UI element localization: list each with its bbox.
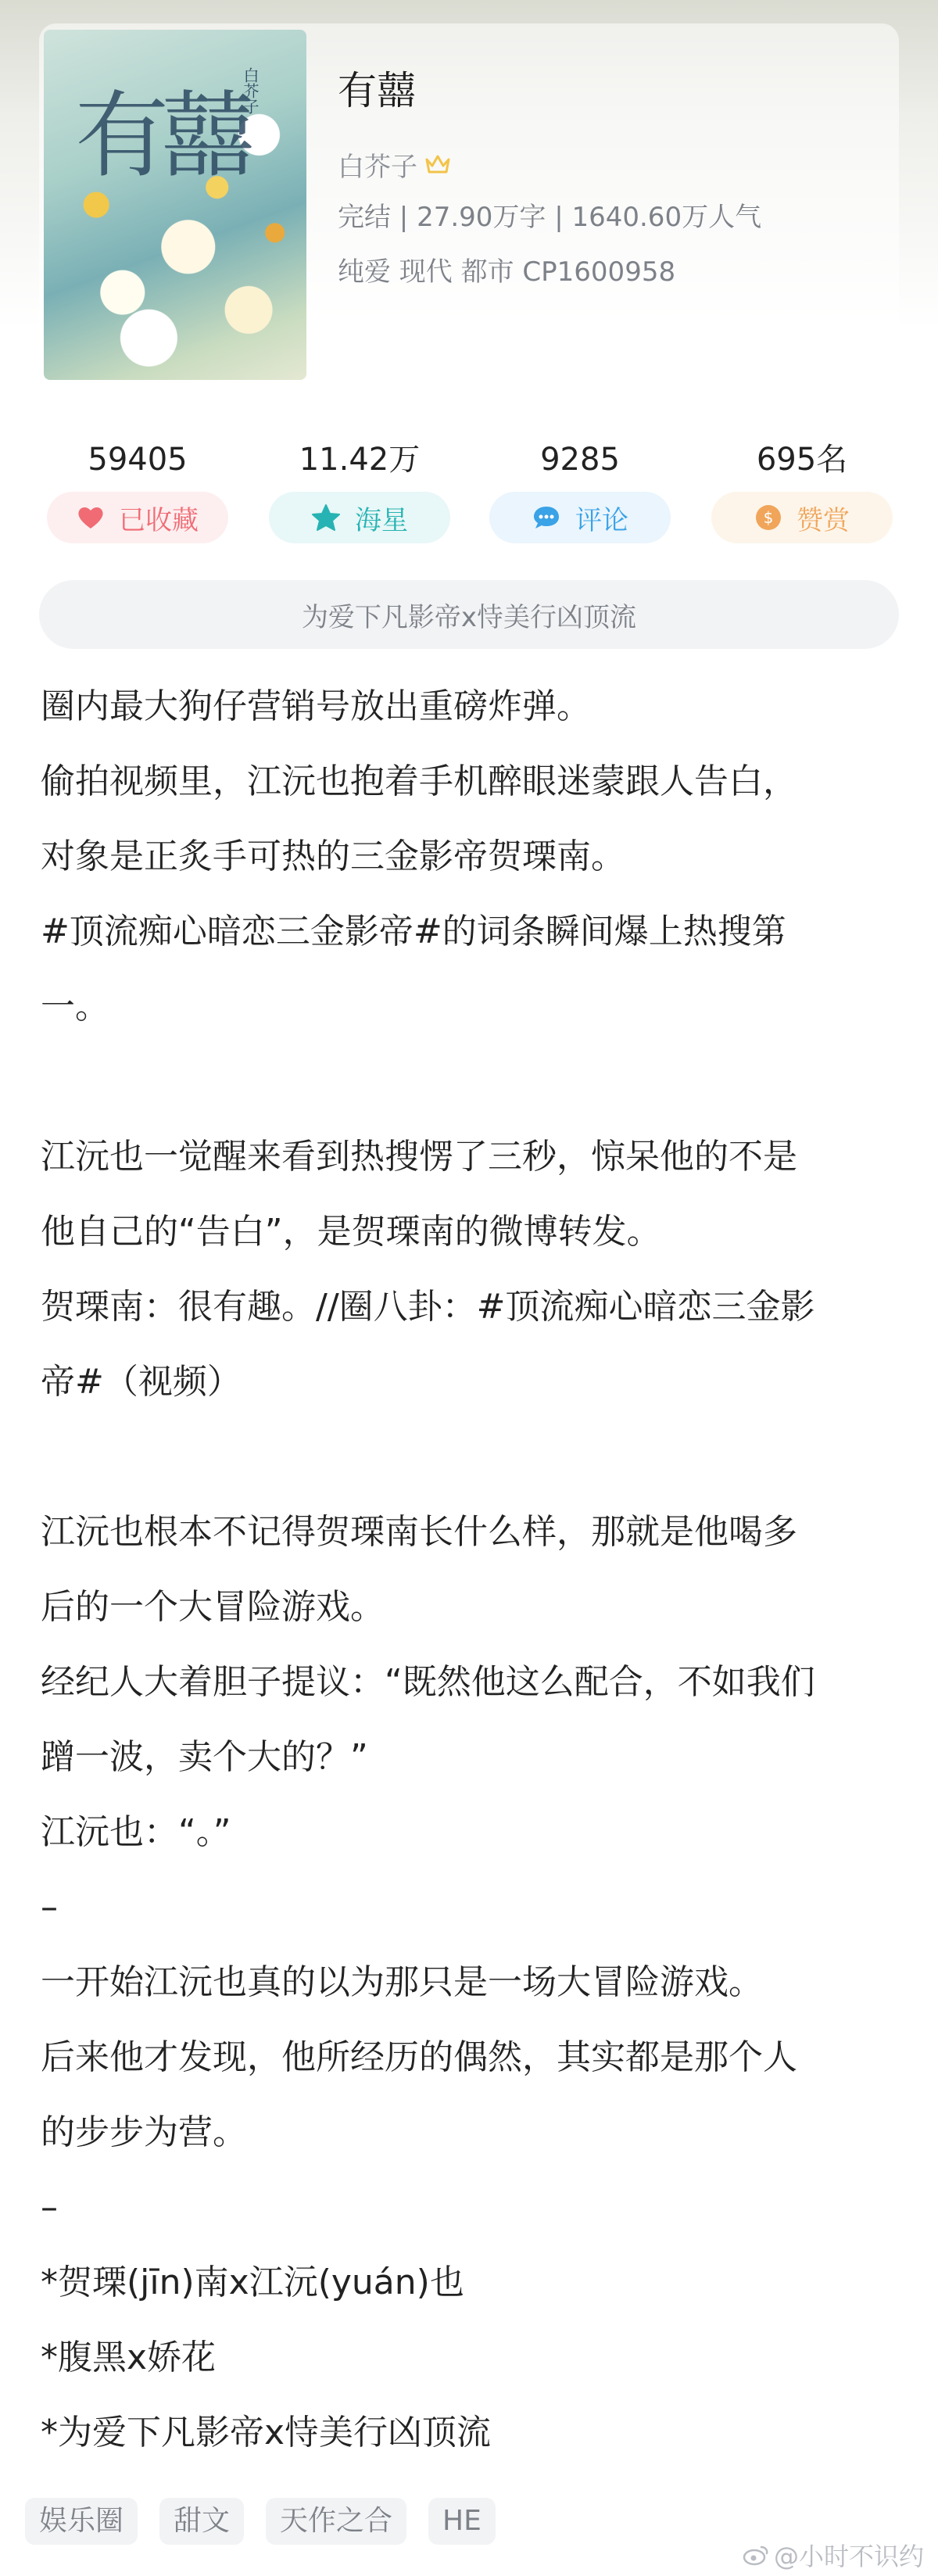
coin-icon	[754, 503, 782, 532]
watermark	[743, 2537, 924, 2573]
star-icon	[311, 503, 341, 532]
description-line: 帝#（视频）	[41, 1362, 242, 1402]
tag-chip[interactable]: 甜文	[159, 2498, 244, 2545]
heart-icon	[77, 505, 105, 530]
description-line: 江沅也：“。”	[41, 1812, 231, 1852]
book-cover[interactable]	[44, 30, 306, 380]
description-line: *腹黑x娇花	[41, 2338, 217, 2377]
description-line: 经纪人大着胆子提议：“既然他这么配合，不如我们	[41, 1662, 815, 1702]
rewards-rank: 695名	[756, 442, 848, 478]
author-link[interactable]	[338, 145, 452, 184]
stat-starfish	[269, 434, 450, 543]
tag-chip[interactable]: 娱乐圈	[25, 2498, 138, 2545]
favorite-label: 已收藏	[119, 504, 199, 536]
description-line: *贺瑮(jīn)南x江沅(yuán)也	[41, 2263, 464, 2302]
book-tags: 纯爱 现代 都市 CP1600958	[338, 256, 676, 288]
description-line: 一。	[41, 987, 109, 1026]
cover-title: 有囍	[75, 82, 247, 191]
weibo-icon	[743, 2544, 769, 2566]
book-meta: 完结 | 27.90万字 | 1640.60万人气	[338, 202, 762, 233]
description-line: 圈内最大狗仔营销号放出重磅炸弹。	[41, 686, 591, 726]
description-line: 后来他才发现，他所经历的偶然，其实都是那个人	[41, 2037, 797, 2077]
author-name: 白芥子	[338, 152, 417, 183]
description-line: 江沅也根本不记得贺瑮南长什么样，那就是他喝多	[41, 1512, 797, 1552]
stat-comments	[489, 434, 671, 543]
book-title: 有囍	[338, 68, 416, 113]
tag-chips	[25, 2498, 496, 2545]
stat-rewards	[711, 434, 893, 543]
description-line: 对象是正炙手可热的三金影帝贺瑮南。	[41, 837, 625, 876]
starfish-button[interactable]	[269, 492, 450, 543]
stat-favorites	[47, 434, 228, 543]
book-description	[41, 669, 900, 2470]
comment-button[interactable]	[489, 492, 671, 543]
comment-icon	[532, 504, 561, 531]
reward-label: 赞赏	[797, 504, 850, 536]
starfish-count: 11.42万	[299, 442, 421, 478]
description-line: 后的一个大冒险游戏。	[41, 1587, 385, 1627]
watermark-text: @小时不识约	[773, 2542, 924, 2571]
description-line: 偷拍视频里，江沅也抱着手机醉眼迷蒙跟人告白，	[41, 761, 797, 801]
crown-icon	[424, 153, 452, 177]
tagline-bar[interactable]: 为爱下凡影帝x恃美行凶顶流	[39, 580, 899, 649]
description-line: 蹭一波，卖个大的？”	[41, 1737, 368, 1777]
favorites-count: 59405	[88, 442, 188, 478]
cover-author: 白芥子	[241, 67, 260, 114]
description-line	[41, 1044, 900, 1120]
starfish-label: 海星	[355, 504, 408, 536]
description-line: –	[41, 1887, 58, 1927]
description-line: *为爱下凡影帝x恃美行凶顶流	[41, 2413, 492, 2452]
description-line: 江沅也一觉醒来看到热搜愣了三秒，惊呆他的不是	[41, 1137, 797, 1177]
tag-chip[interactable]: HE	[428, 2498, 496, 2545]
tag-chip[interactable]: 天作之合	[266, 2498, 406, 2545]
description-line: 一开始江沅也真的以为那只是一场大冒险游戏。	[41, 1962, 763, 2002]
description-line	[41, 1420, 900, 1495]
stats-row	[0, 434, 938, 551]
reward-button[interactable]	[711, 492, 893, 543]
comments-count: 9285	[540, 442, 620, 478]
description-line: –	[41, 2187, 58, 2227]
favorite-button[interactable]	[47, 492, 228, 543]
description-line: 他自己的“告白”，是贺瑮南的微博转发。	[41, 1212, 661, 1252]
description-line: #顶流痴心暗恋三金影帝#的词条瞬间爆上热搜第	[41, 912, 786, 951]
description-line: 贺瑮南：很有趣。//圈八卦：#顶流痴心暗恋三金影	[41, 1287, 815, 1327]
svg-text:$: $	[763, 508, 774, 527]
comment-label: 评论	[575, 504, 628, 536]
description-line: 的步步为营。	[41, 2112, 247, 2152]
